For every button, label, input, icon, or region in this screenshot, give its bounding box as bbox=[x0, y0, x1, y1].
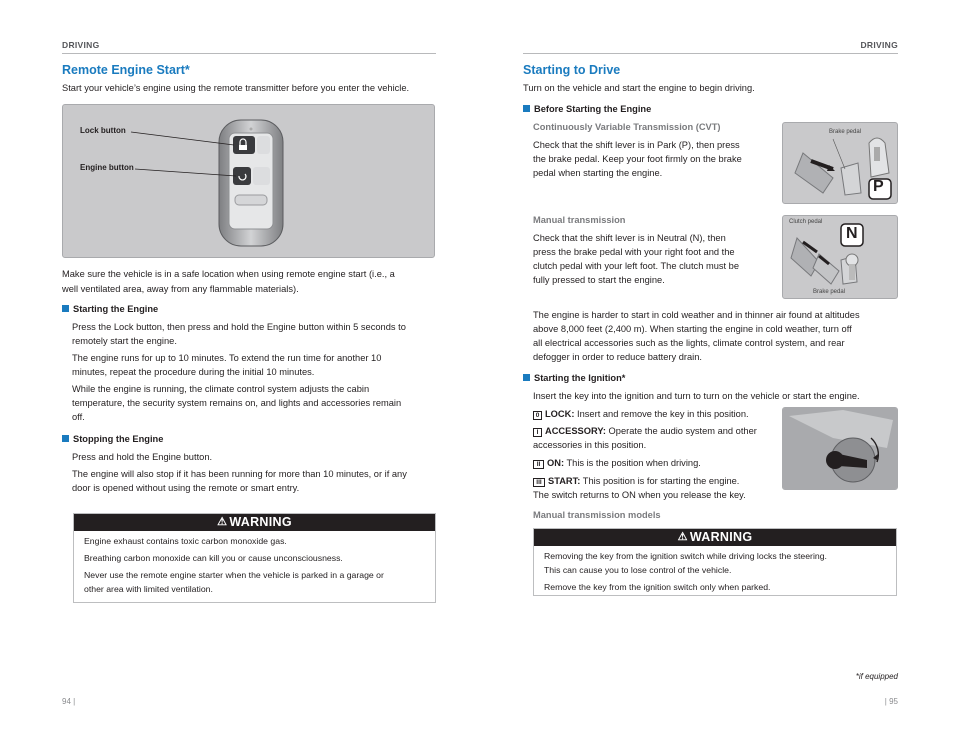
gear-n-indicator: N bbox=[846, 225, 858, 242]
page-number: 94 | bbox=[62, 697, 76, 706]
warning-line: Remove the key from the ignition switch only when parked. bbox=[544, 582, 771, 592]
remote-fob-figure bbox=[62, 104, 435, 258]
header-rule bbox=[62, 53, 436, 54]
warning-bar: ⚠ WARNING bbox=[534, 529, 896, 546]
warning-box bbox=[73, 513, 436, 603]
manual-line-1: Check that the shift lever is in Neutral (N), then bbox=[533, 233, 726, 243]
intro-text: Start your vehicle’s engine using the remote transmitter before you enter the vehicle. bbox=[62, 83, 410, 93]
warning-text bbox=[534, 546, 896, 594]
ignition-accessory-item: I ACCESSORY: Operate the audio system and other bbox=[533, 424, 757, 439]
manual-line-3: clutch pedal with your left foot. The clutch must be bbox=[533, 261, 740, 271]
section-header: DRIVING bbox=[62, 40, 100, 50]
clutch-pedal-label: Clutch pedal bbox=[789, 219, 823, 225]
brake-pedal-label: Brake pedal bbox=[829, 129, 862, 135]
cvt-line-2: the brake pedal. Keep your foot firmly on the brake bbox=[533, 154, 742, 164]
ignition-key-illustration bbox=[783, 408, 898, 490]
ignition-intro: Insert the key into the ignition and turn to turn on the vehicle or start the engine. bbox=[533, 391, 860, 401]
starting-engine-heading: Starting the Engine bbox=[62, 304, 158, 314]
footnote: *if equipped bbox=[855, 672, 898, 681]
ignition-lock-item: 0 LOCK: Insert and remove the key in this position. bbox=[533, 407, 749, 422]
warning-line: Breathing carbon monoxide can kill you or cause unconsciousness. bbox=[84, 553, 343, 563]
warning-bar: ⚠ WARNING bbox=[74, 514, 435, 531]
start-position-icon: III bbox=[533, 478, 545, 487]
stopping-p1: Press and hold the Engine button. bbox=[72, 452, 213, 462]
cold-weather-line-2: above 8,000 feet (2,400 m). When starting the engine in cold weather, turn off bbox=[533, 324, 852, 334]
manual-models-note: Manual transmission models bbox=[533, 510, 661, 520]
manual-heading: Manual transmission bbox=[533, 215, 626, 225]
square-bullet-icon bbox=[523, 105, 530, 112]
cvt-heading: Continuously Variable Transmission (CVT) bbox=[533, 122, 721, 132]
warning-line: Never use the remote engine starter when the vehicle is parked in a garage or bbox=[84, 570, 384, 580]
warning-box bbox=[533, 528, 897, 596]
cvt-line-1: Check that the shift lever is in Park (P), then press bbox=[533, 140, 740, 150]
lock-position-icon: 0 bbox=[533, 411, 542, 420]
warning-line: Engine exhaust contains toxic carbon monoxide gas. bbox=[84, 536, 287, 546]
right-page bbox=[480, 0, 960, 750]
starting-p2-line-2: minutes, repeat the procedure during the initial 10 minutes. bbox=[72, 367, 315, 377]
accessory-position-icon: I bbox=[533, 428, 542, 437]
starting-p3-line-3: off. bbox=[72, 412, 85, 422]
engine-button-label: Engine button bbox=[80, 163, 134, 172]
ignition-heading: Starting the Ignition* bbox=[523, 373, 625, 383]
warning-line: other area with limited ventilation. bbox=[84, 584, 213, 594]
section-header: DRIVING bbox=[860, 40, 898, 50]
warning-line: This can cause you to lose control of the vehicle. bbox=[544, 565, 732, 575]
cvt-brake-figure bbox=[782, 122, 898, 204]
intro-text: Turn on the vehicle and start the engine to begin driving. bbox=[523, 83, 755, 93]
square-bullet-icon bbox=[62, 435, 69, 442]
ignition-accessory-line-2: accessories in this position. bbox=[533, 440, 647, 450]
starting-p1-line-1: Press the Lock button, then press and hold the Engine button within 5 seconds to bbox=[72, 322, 406, 332]
warning-line: Removing the key from the ignition switch while driving locks the steering. bbox=[544, 551, 827, 561]
starting-p1-line-2: remotely start the engine. bbox=[72, 336, 177, 346]
stopping-p2-line-2: door is opened without using the remote or smart entry. bbox=[72, 483, 300, 493]
stopping-p2-line-1: The engine will also stop if it has been running for more than 10 minutes, or if any bbox=[72, 469, 407, 479]
starting-p3-line-2: temperature, the security system remains on, and lights and accessories remain bbox=[72, 398, 402, 408]
cold-weather-line-4: defogger in order to reduce battery drain. bbox=[533, 352, 702, 362]
ignition-on-item: II ON: This is the position when driving. bbox=[533, 456, 701, 471]
cvt-line-3: pedal when starting the engine. bbox=[533, 168, 663, 178]
on-position-icon: II bbox=[533, 460, 544, 469]
starting-p3-line-1: While the engine is running, the climate control system adjusts the cabin bbox=[72, 384, 370, 394]
warning-triangle-icon: ⚠ bbox=[217, 516, 228, 528]
stopping-engine-heading: Stopping the Engine bbox=[62, 434, 163, 444]
warning-triangle-icon: ⚠ bbox=[677, 531, 688, 543]
page-title: Remote Engine Start* bbox=[62, 63, 190, 77]
page-number: | 95 bbox=[884, 697, 898, 706]
safety-note-line-2: well ventilated area, away from any flammable materials). bbox=[62, 284, 299, 294]
ignition-start-line-2: The switch returns to ON when you release the key. bbox=[533, 490, 746, 500]
before-starting-heading: Before Starting the Engine bbox=[523, 104, 651, 114]
manual-line-2: press the brake pedal with your right foot and the bbox=[533, 247, 735, 257]
manual-pedals-figure bbox=[782, 215, 898, 299]
ignition-key-figure bbox=[782, 407, 898, 490]
page-title: Starting to Drive bbox=[523, 63, 621, 77]
square-bullet-icon bbox=[523, 374, 530, 381]
ignition-start-item: III START: This position is for starting the engine. bbox=[533, 474, 739, 489]
square-bullet-icon bbox=[62, 305, 69, 312]
gear-p-indicator: P bbox=[873, 178, 884, 195]
manual-line-4: fully pressed to start the engine. bbox=[533, 275, 665, 285]
cold-weather-line-3: all electrical accessories such as the lights, climate control system, and rear bbox=[533, 338, 845, 348]
starting-p2-line-1: The engine runs for up to 10 minutes. To extend the run time for another 10 bbox=[72, 353, 382, 363]
warning-text bbox=[74, 531, 435, 596]
safety-note-line-1: Make sure the vehicle is in a safe location when using remote engine start (i.e., a bbox=[62, 269, 395, 279]
lock-button-label: Lock button bbox=[80, 126, 126, 135]
header-rule bbox=[523, 53, 898, 54]
brake-pedal-label: Brake pedal bbox=[813, 289, 846, 295]
clutch-brake-illustration bbox=[783, 216, 898, 299]
cold-weather-line-1: The engine is harder to start in cold weather and in thinner air found at altitudes bbox=[533, 310, 860, 320]
